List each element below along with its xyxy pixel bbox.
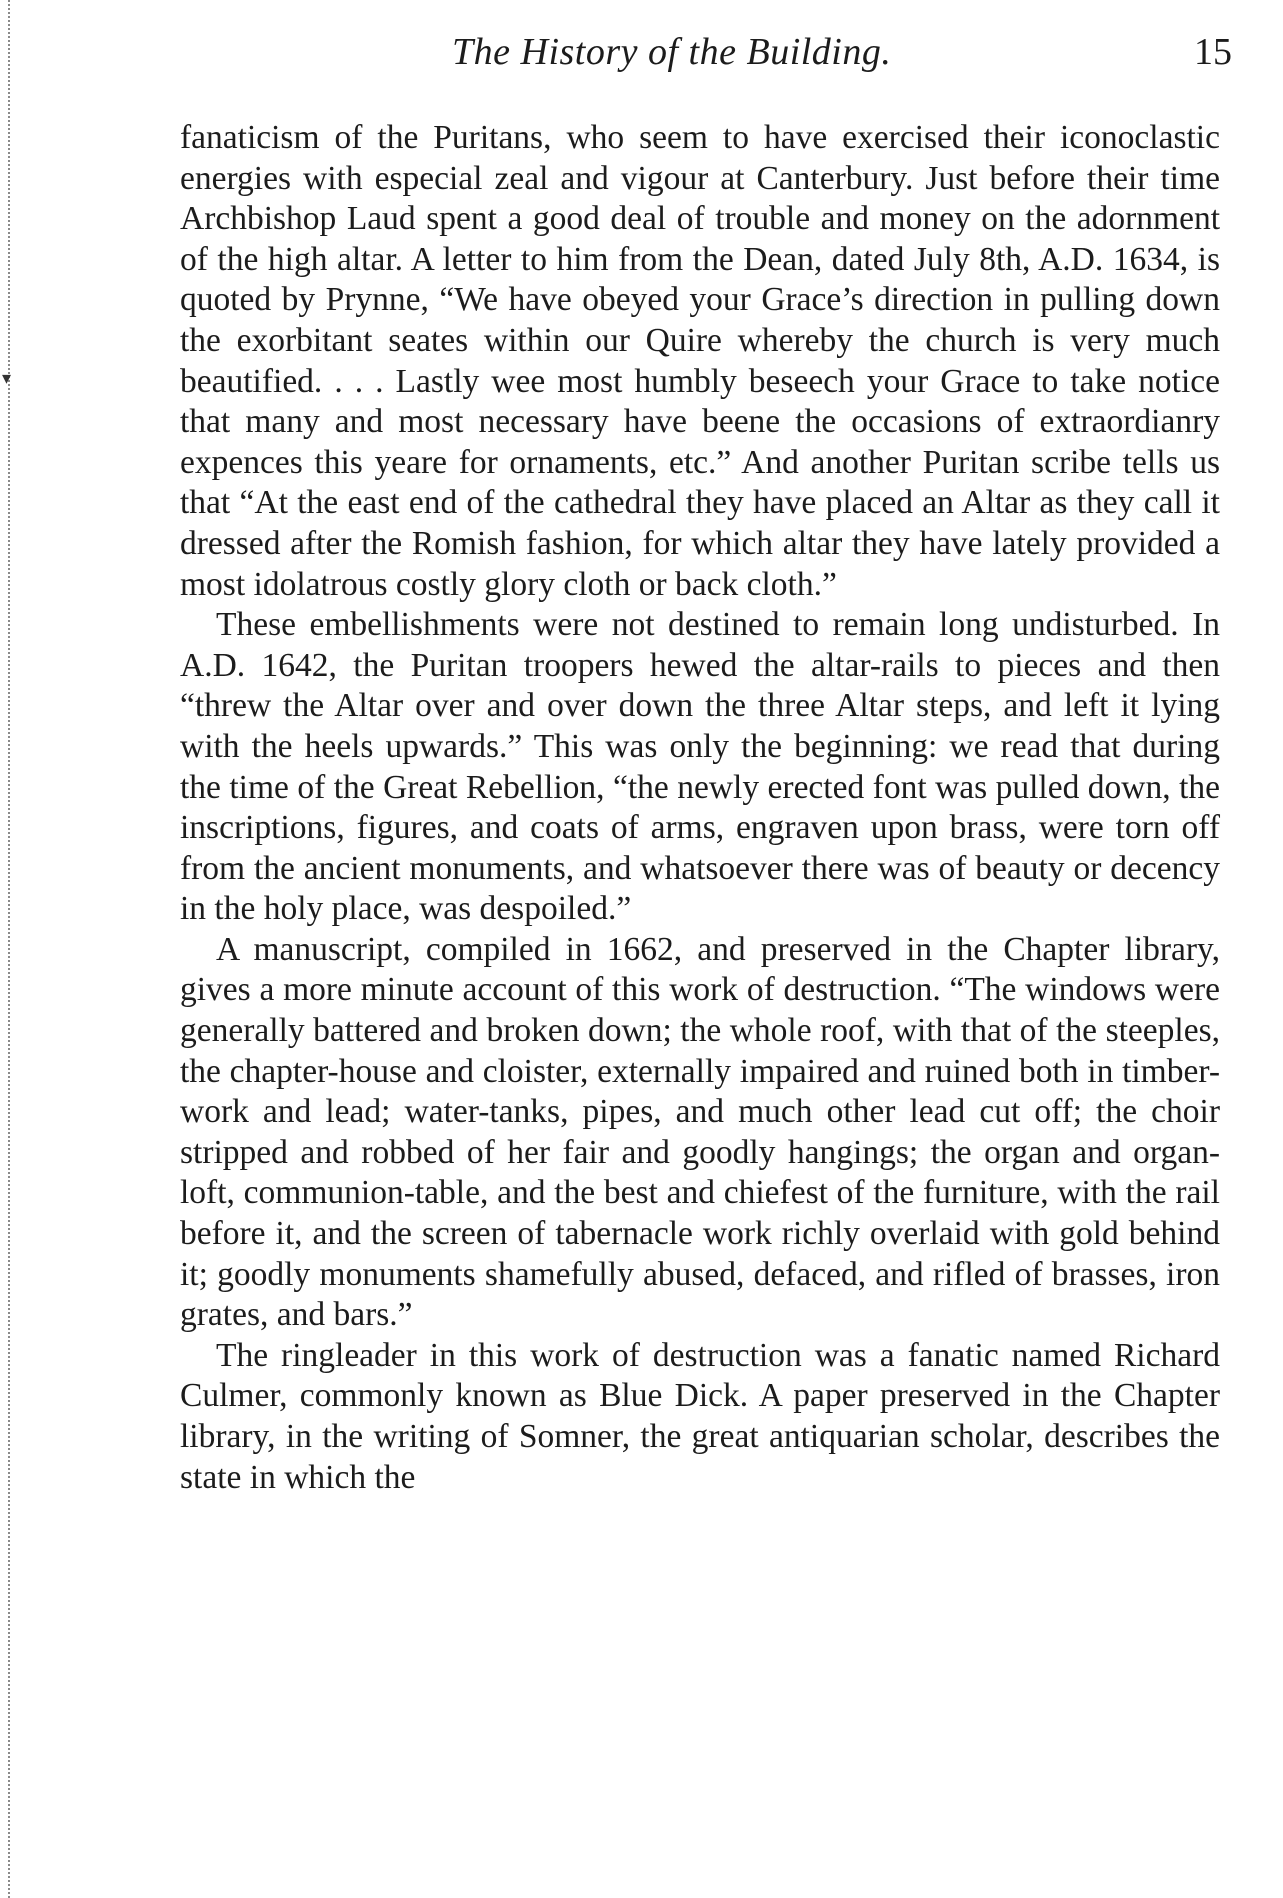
paragraph-2: These embellishments were not destined to remain long undisturbed. In A.D. 1642, the Puritan troopers hewed the altar-rails to pieces and then “threw the Altar over and over down the three Altar steps, and left it lying with the heels upwards.” This was only the beginning: we read that during the time of the Great Rebellion, “the newly erected font was pulled down, the inscriptions, figures, and coats of arms, engraven upon brass, were torn off from the ancient monuments, and whatsoever there was of beauty or decency in the holy place, was despoiled.” — [180, 606, 1220, 928]
running-title: The History of the Building. — [452, 31, 892, 73]
running-head — [180, 30, 1232, 86]
gutter-mark: ▾ — [2, 368, 12, 388]
paragraph-4: The ringleader in this work of destruction was a fanatic named Richard Culmer, commonly known as Blue Dick. A paper preserved in the Chapter library, in the writing of Somner, the great antiquarian scholar, describes the state in which the — [180, 1336, 1220, 1496]
body-text — [180, 118, 1220, 1498]
paragraph-3: A manuscript, compiled in 1662, and preserved in the Chapter library, gives a more minute account of this work of destruction. “The windows were generally battered and broken down; the whole roof, with that of the steeples, the chapter-house and cloister, externally impaired and ruined both in timber-work and lead; water-tanks, pipes, and much other lead cut off; the choir stripped and robbed of her fair and goodly hangings; the organ and organ-loft, communion-table, and the best and chiefest of the furniture, with the rail before it, and the screen of tabernacle work richly overlaid with gold behind it; goodly monuments shamefully abused, defaced, and rifled of brasses, iron grates, and bars.” — [180, 930, 1220, 1334]
page-number: 15 — [1194, 31, 1232, 73]
gutter-edge-rule — [8, 0, 10, 1898]
paragraph-1: fanaticism of the Puritans, who seem to have exercised their iconoclastic energies with especial zeal and vigour at Canterbury. Just before their time Archbishop Laud spent a good deal of trouble and money on the adornment of the high altar. A letter to him from the Dean, dated July 8th, A.D. 1634, is quoted by Prynne, “We have obeyed your Grace’s direction in pulling down the exorbitant seates within our Quire whereby the church is very much beautified. . . . Lastly wee most humbly beseech your Grace to take notice that many and most necessary have beene the occasions of extraordianry expences this yeare for ornaments, etc.” And another Puritan scribe tells us that “At the east end of the cathedral they have placed an Altar as they call it dressed after the Romish fashion, for which altar they have lately provided a most idolatrous costly glory cloth or back cloth.” — [180, 119, 1220, 603]
